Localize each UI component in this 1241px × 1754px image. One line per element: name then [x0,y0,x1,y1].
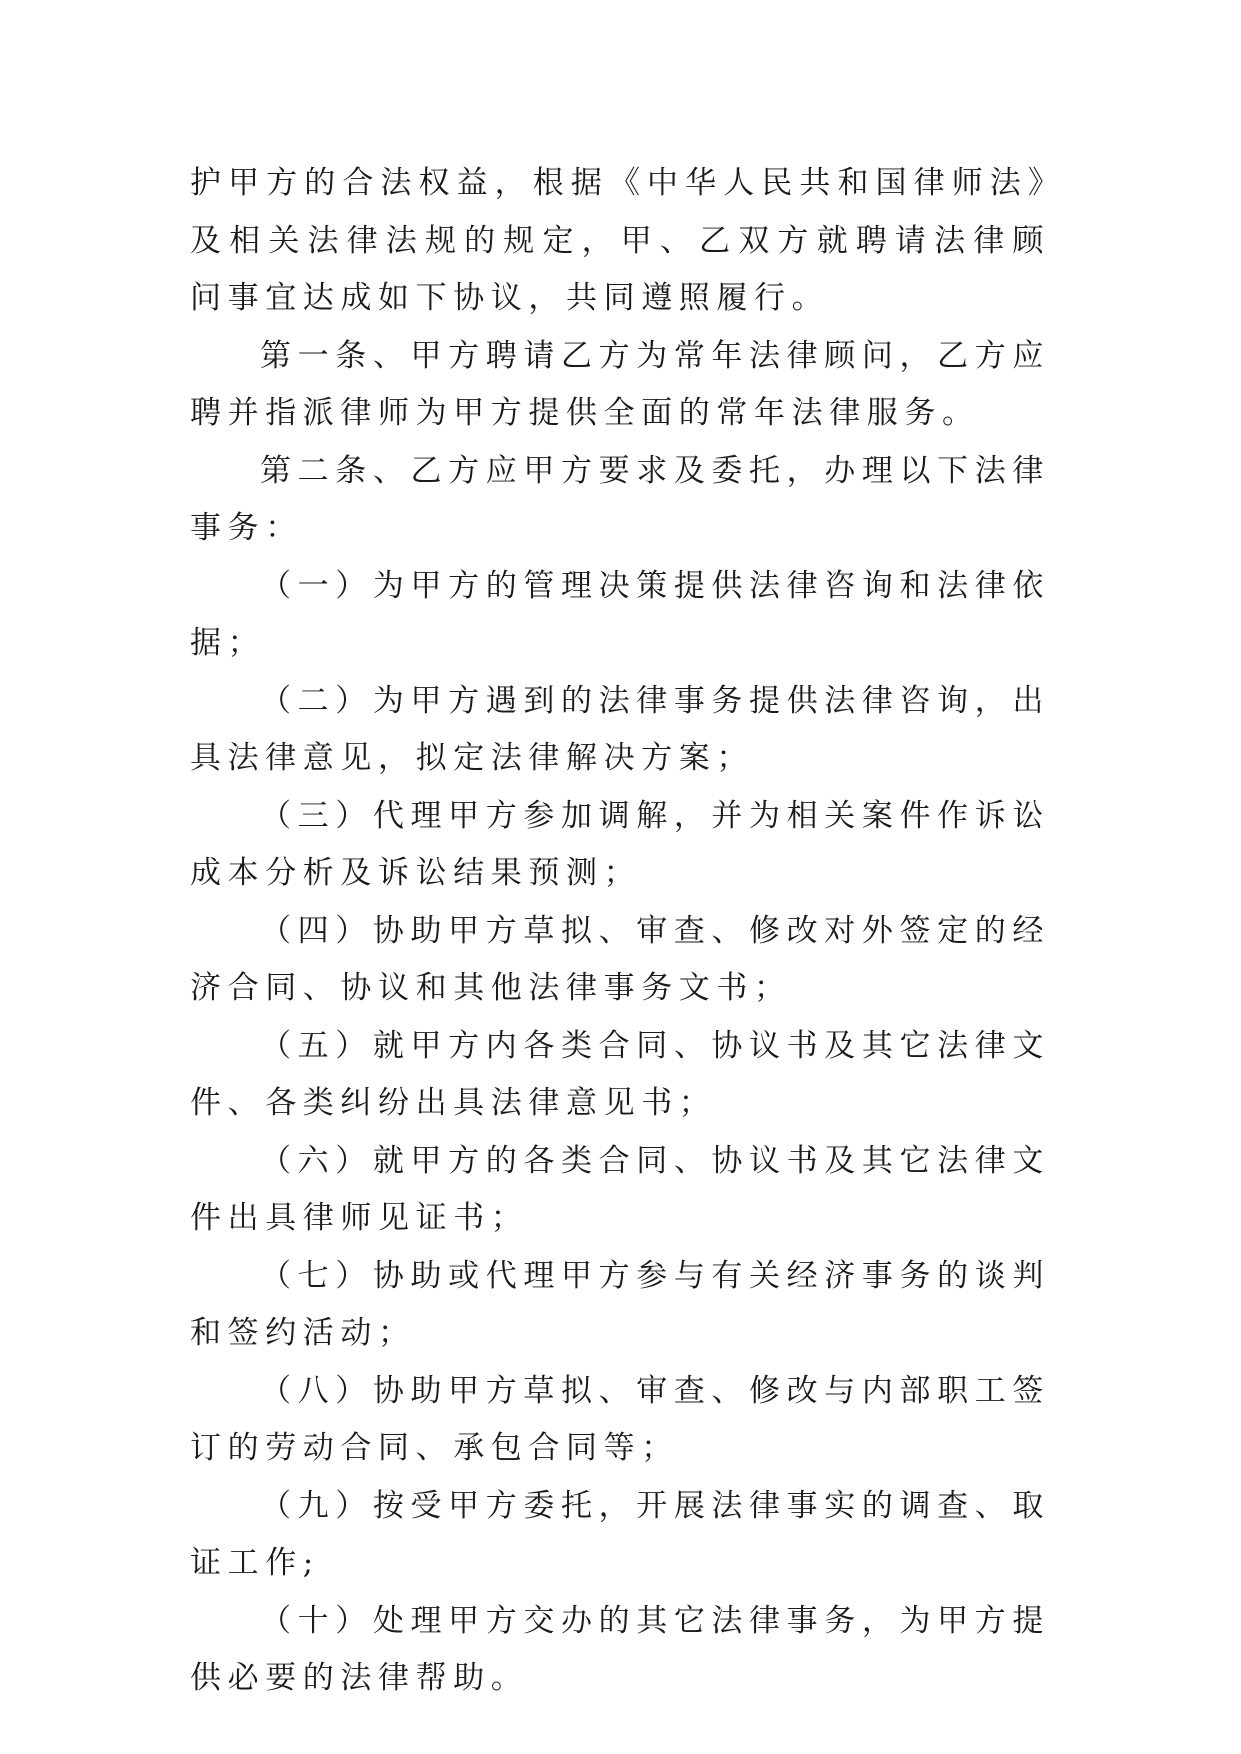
article-2-item-4: （四）协助甲方草拟、审查、修改对外签定的经济合同、协议和其他法律事务文书； [190,912,1050,1006]
article-2-item-5: （五）就甲方内各类合同、协议书及其它法律文件、各类纠纷出具法律意见书； [190,1027,1050,1121]
article-1: 第一条、甲方聘请乙方为常年法律顾问，乙方应聘并指派律师为甲方提供全面的常年法律服务。 [190,337,1050,431]
document-page [190,155,1050,1708]
article-2-item-3: （三）代理甲方参加调解，并为相关案件作诉讼成本分析及诉讼结果预测； [190,797,1050,891]
article-2-item-7: （七）协助或代理甲方参与有关经济事务的谈判和签约活动； [190,1257,1050,1351]
article-2-item-1: （一）为甲方的管理决策提供法律咨询和法律依据； [190,567,1050,661]
article-2: 第二条、乙方应甲方要求及委托，办理以下法律事务： [190,452,1050,546]
article-2-item-8: （八）协助甲方草拟、审查、修改与内部职工签订的劳动合同、承包合同等； [190,1372,1050,1466]
article-2-item-9: （九）按受甲方委托，开展法律事实的调查、取证工作; [190,1487,1050,1581]
article-2-item-2: （二）为甲方遇到的法律事务提供法律咨询，出具法律意见，拟定法律解决方案； [190,682,1050,776]
paragraph-continuation: 护甲方的合法权益，根据《中华人民共和国律师法》及相关法律法规的规定，甲、乙双方就聘请法律顾问事宜达成如下协议，共同遵照履行。 [190,165,1050,316]
article-2-item-10: （十）处理甲方交办的其它法律事务，为甲方提供必要的法律帮助。 [190,1602,1050,1696]
article-2-item-6: （六）就甲方的各类合同、协议书及其它法律文件出具律师见证书； [190,1142,1050,1236]
